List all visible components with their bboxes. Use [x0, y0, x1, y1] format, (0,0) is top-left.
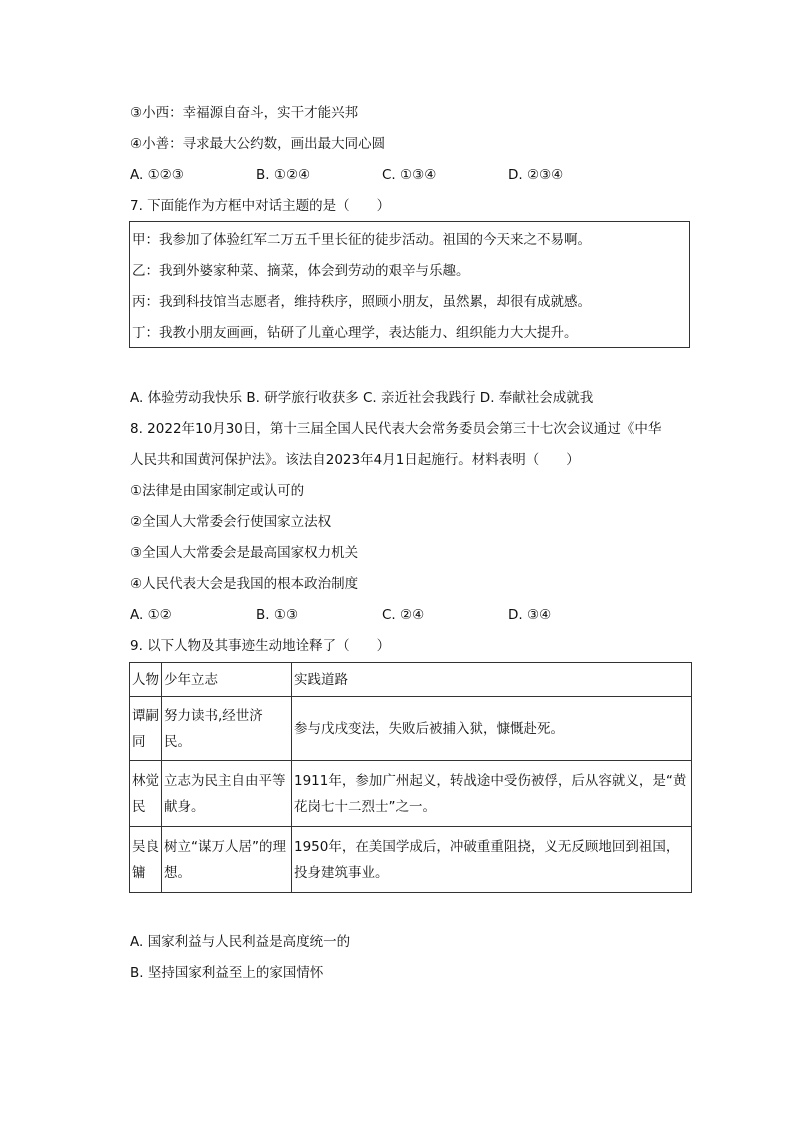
q8-item-2: ②全国人大常委会行使国家立法权: [130, 514, 332, 530]
q7-dialogue-yi: 乙：我到外婆家种菜、摘菜，体会到劳动的艰辛与乐趣。: [132, 263, 470, 279]
q7-options: A. 体验劳动我快乐 B. 研学旅行收获多 C. 亲近社会我践行 D. 奉献社会成就我: [130, 390, 594, 406]
q6-item-3: ③小西：幸福源自奋斗，实干才能兴邦: [130, 105, 359, 121]
table-row: [130, 761, 692, 827]
q6-option-c: C. ①③④: [382, 167, 437, 183]
q6-option-b: B. ①②④: [256, 167, 311, 183]
q8-item-1: ①法律是由国家制定或认可的: [130, 483, 305, 499]
q6-options: [130, 166, 690, 184]
q6-option-d: D. ②③④: [508, 167, 564, 183]
table-cell-person: 林觉民: [130, 761, 162, 827]
table-cell-practice: 1950年，在美国学成后，冲破重重阻挠，义无反顾地回到祖国，投身建筑事业。: [292, 827, 692, 893]
q8-option-a: A. ①②: [130, 607, 172, 623]
table-cell-aspiration: 树立“谋万人居”的理想。: [162, 827, 292, 893]
table-cell-practice: 1911年，参加广州起义，转战途中受伤被俘，后从容就义，是“黄花岗七十二烈士”之一。: [292, 761, 692, 827]
table-cell-aspiration: 努力读书,经世济民。: [162, 697, 292, 761]
q9-option-b: B. 坚持国家利益至上的家国情怀: [130, 965, 324, 981]
table-row: [130, 697, 692, 761]
q9-stem: 9. 以下人物及其事迹生动地诠释了（ ）: [130, 638, 391, 654]
q6-option-a: A. ①②③: [130, 167, 184, 183]
table-row: [130, 827, 692, 893]
q9-option-a: A. 国家利益与人民利益是高度统一的: [130, 934, 351, 950]
q8-item-4: ④人民代表大会是我国的根本政治制度: [130, 576, 359, 592]
table-header-cell: 少年立志: [162, 663, 292, 697]
q8-options: [130, 606, 690, 624]
q8-stem-line-1: 8. 2022年10月30日，第十三届全国人民代表大会常务委员会第三十七次会议通过《中华: [130, 421, 662, 437]
q8-item-3: ③全国人大常委会是最高国家权力机关: [130, 545, 359, 561]
q7-dialogue-ding: 丁：我教小朋友画画，钻研了儿童心理学，表达能力、组织能力大大提升。: [132, 325, 578, 341]
q8-option-d: D. ③④: [508, 607, 552, 623]
table-cell-person: 谭嗣同: [130, 697, 162, 761]
q8-stem-line-2: 人民共和国黄河保护法》。该法自2023年4月1日起施行。材料表明（ ）: [130, 452, 580, 468]
table-cell-practice: 参与戊戌变法，失败后被捕入狱，慷慨赴死。: [292, 697, 692, 761]
q6-item-4: ④小善：寻求最大公约数，画出最大同心圆: [130, 136, 386, 152]
q7-stem: 7. 下面能作为方框中对话主题的是（ ）: [130, 198, 391, 214]
table-header-cell: 实践道路: [292, 663, 692, 697]
table-cell-aspiration: 立志为民主自由平等献身。: [162, 761, 292, 827]
q8-option-b: B. ①③: [256, 607, 299, 623]
q8-option-c: C. ②④: [382, 607, 425, 623]
q7-dialogue-box: [129, 221, 690, 348]
table-header-cell: 人物: [130, 663, 162, 697]
table-cell-person: 吴良镛: [130, 827, 162, 893]
q7-dialogue-bing: 丙：我到科技馆当志愿者，维持秩序，照顾小朋友，虽然累，却很有成就感。: [132, 294, 591, 310]
q9-table: [129, 662, 692, 893]
q7-dialogue-jia: 甲：我参加了体验红军二万五千里长征的徒步活动。祖国的今天来之不易啊。: [132, 232, 591, 248]
table-header-row: [130, 663, 692, 697]
